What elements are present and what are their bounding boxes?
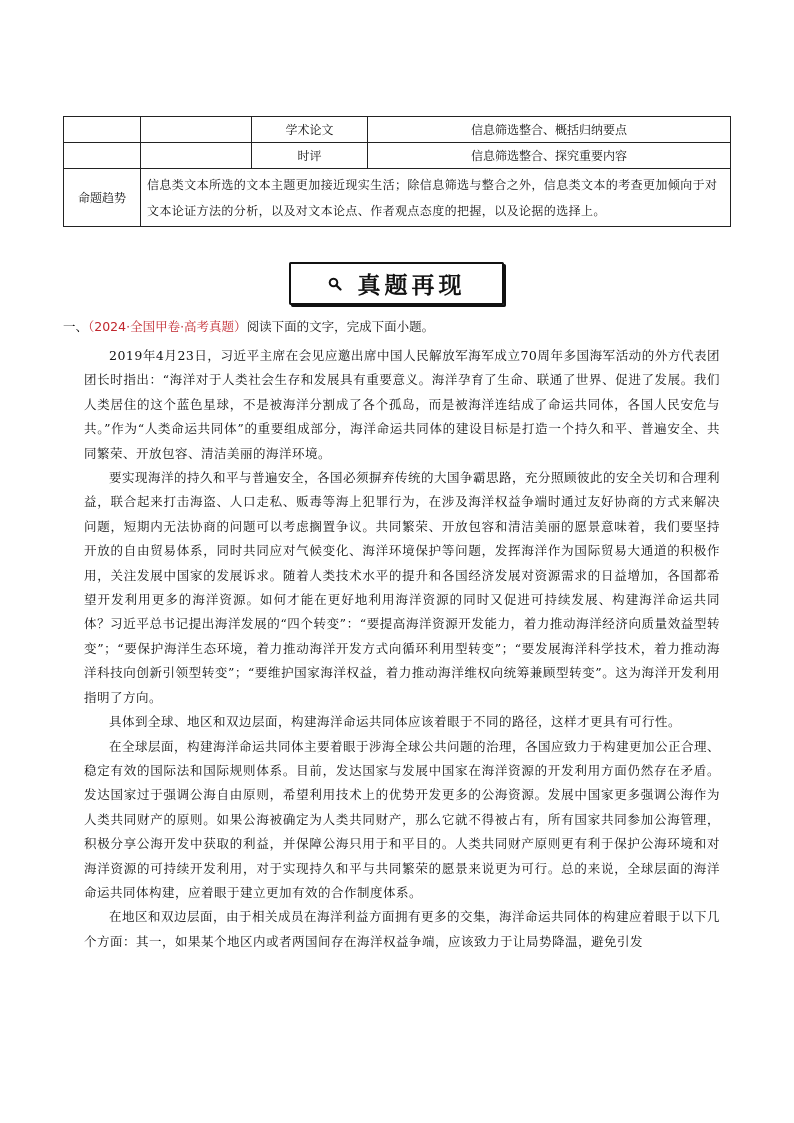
table-cell-empty <box>64 143 141 169</box>
table-row <box>64 169 731 227</box>
search-icon <box>328 277 342 291</box>
table-cell-empty <box>141 143 252 169</box>
skills-cell: 信息筛选整合、概括归纳要点 <box>368 117 731 143</box>
question-source-close: ） <box>234 319 247 334</box>
table-cell-empty <box>64 117 141 143</box>
passage-paragraph: 在全球层面，构建海洋命运共同体主要着眼于涉海全球公共问题的治理，各国应致力于构建更加公正合理、稳定有效的国际法和国际规则体系。目前，发达国家与发展中国家在海洋资源的开发利用方面仍然存在矛盾。发达国家过于强调公海自由原则，希望利用技术上的优势开发更多的公海资源。发展中国家更多强调公海作为人类共同财产的原则。如果公海被确定为人类共同财产，那么它就不得被占有，所有国家共同参加公海管理，积极分享公海开发中获取的利益，并保障公海只用于和平目的。人类共同财产原则更有利于保护公海环境和对海洋资源的可持续开发利用，对于实现持久和平与共同繁荣的愿景来说更为可行。总的来说，全球层面的海洋命运共同体构建，应着眼于建立更加有效的合作制度体系。 <box>84 738 721 900</box>
question-heading <box>63 318 743 336</box>
question-number: 一、 <box>63 319 89 334</box>
table-row <box>64 117 731 143</box>
trend-label-cell: 命题趋势 <box>64 169 141 227</box>
passage-paragraph: 具体到全球、地区和双边层面，构建海洋命运共同体应该着眼于不同的路径，这样才更具有可行性。 <box>109 714 682 730</box>
skills-cell: 信息筛选整合、探究重要内容 <box>368 143 731 169</box>
text-type-cell: 学术论文 <box>252 117 368 143</box>
question-source-open: （ <box>88 319 95 334</box>
table-row <box>64 143 731 169</box>
trend-text-cell: 信息类文本所选的文本主题更加接近现实生活；除信息筛选与整合之外，信息类文本的考查更加倾向于对文本论证方法的分析，以及对文本论点、作者观点态度的把握，以及论据的选择上。 <box>141 169 731 227</box>
section-title: 真题再现 <box>357 273 466 299</box>
question-source: 2024·全国甲卷·高考真题 <box>94 319 235 334</box>
passage-body <box>84 344 720 954</box>
section-banner <box>289 262 504 305</box>
text-type-cell: 时评 <box>252 143 368 169</box>
exam-info-table <box>63 116 731 227</box>
passage-paragraph: 在地区和双边层面，由于相关成员在海洋利益方面拥有更多的交集，海洋命运共同体的构建应着眼于以下几个方面：其一，如果某个地区内或者两国间存在海洋权益争端，应该致力于让局势降温，避免引发 <box>84 909 721 949</box>
question-instruction: 阅读下面的文字，完成下面小题。 <box>246 319 435 334</box>
table-cell-empty <box>141 117 252 143</box>
passage-paragraph: 2019年4月23日，习近平主席在会见应邀出席中国人民解放军海军成立70周年多国海军活动的外方代表团团长时指出：“海洋对于人类社会生存和发展具有重要意义。海洋孕育了生命、联通了世界、促进了发展。我们人类居住的这个蓝色星球，不是被海洋分割成了各个孤岛，而是被海洋连结成了命运共同体，各国人民安危与共。”作为“人类命运共同体”的重要组成部分，海洋命运共同体的建设目标是打造一个持久和平、普遍安全、共同繁荣、开放包容、清洁美丽的海洋环境。 <box>84 348 720 461</box>
passage-paragraph: 要实现海洋的持久和平与普遍安全，各国必须摒弃传统的大国争霸思路，充分照顾彼此的安全关切和合理利益，联合起来打击海盗、人口走私、贩毒等海上犯罪行为，在涉及海洋权益争端时通过友好协商的方式来解决问题，短期内无法协商的问题可以考虑搁置争议。共同繁荣、开放包容和清洁美丽的愿景意味着，我们要坚持开放的自由贸易体系，同时共同应对气候变化、海洋环境保护等问题，发挥海洋作为国际贸易大通道的积极作用，关注发展中国家的发展诉求。随着人类技术水平的提升和各国经济发展对资源需求的日益增加，各国都希望开发利用更多的海洋资源。如何才能在更好地利用海洋资源的同时又促进可持续发展、构建海洋命运共同体？习近平总书记提出海洋发展的“四个转变”：“要提高海洋资源开发能力，着力推动海洋经济向质量效益型转变”；“要保护海洋生态环境，着力推动海洋开发方式向循环利用型转变”；“要发展海洋科学技术，着力推动海洋科技向创新引领型转变”；“要维护国家海洋权益，着力推动海洋维权向统筹兼顾型转变”。这为海洋开发利用指明了方向。 <box>84 470 721 705</box>
